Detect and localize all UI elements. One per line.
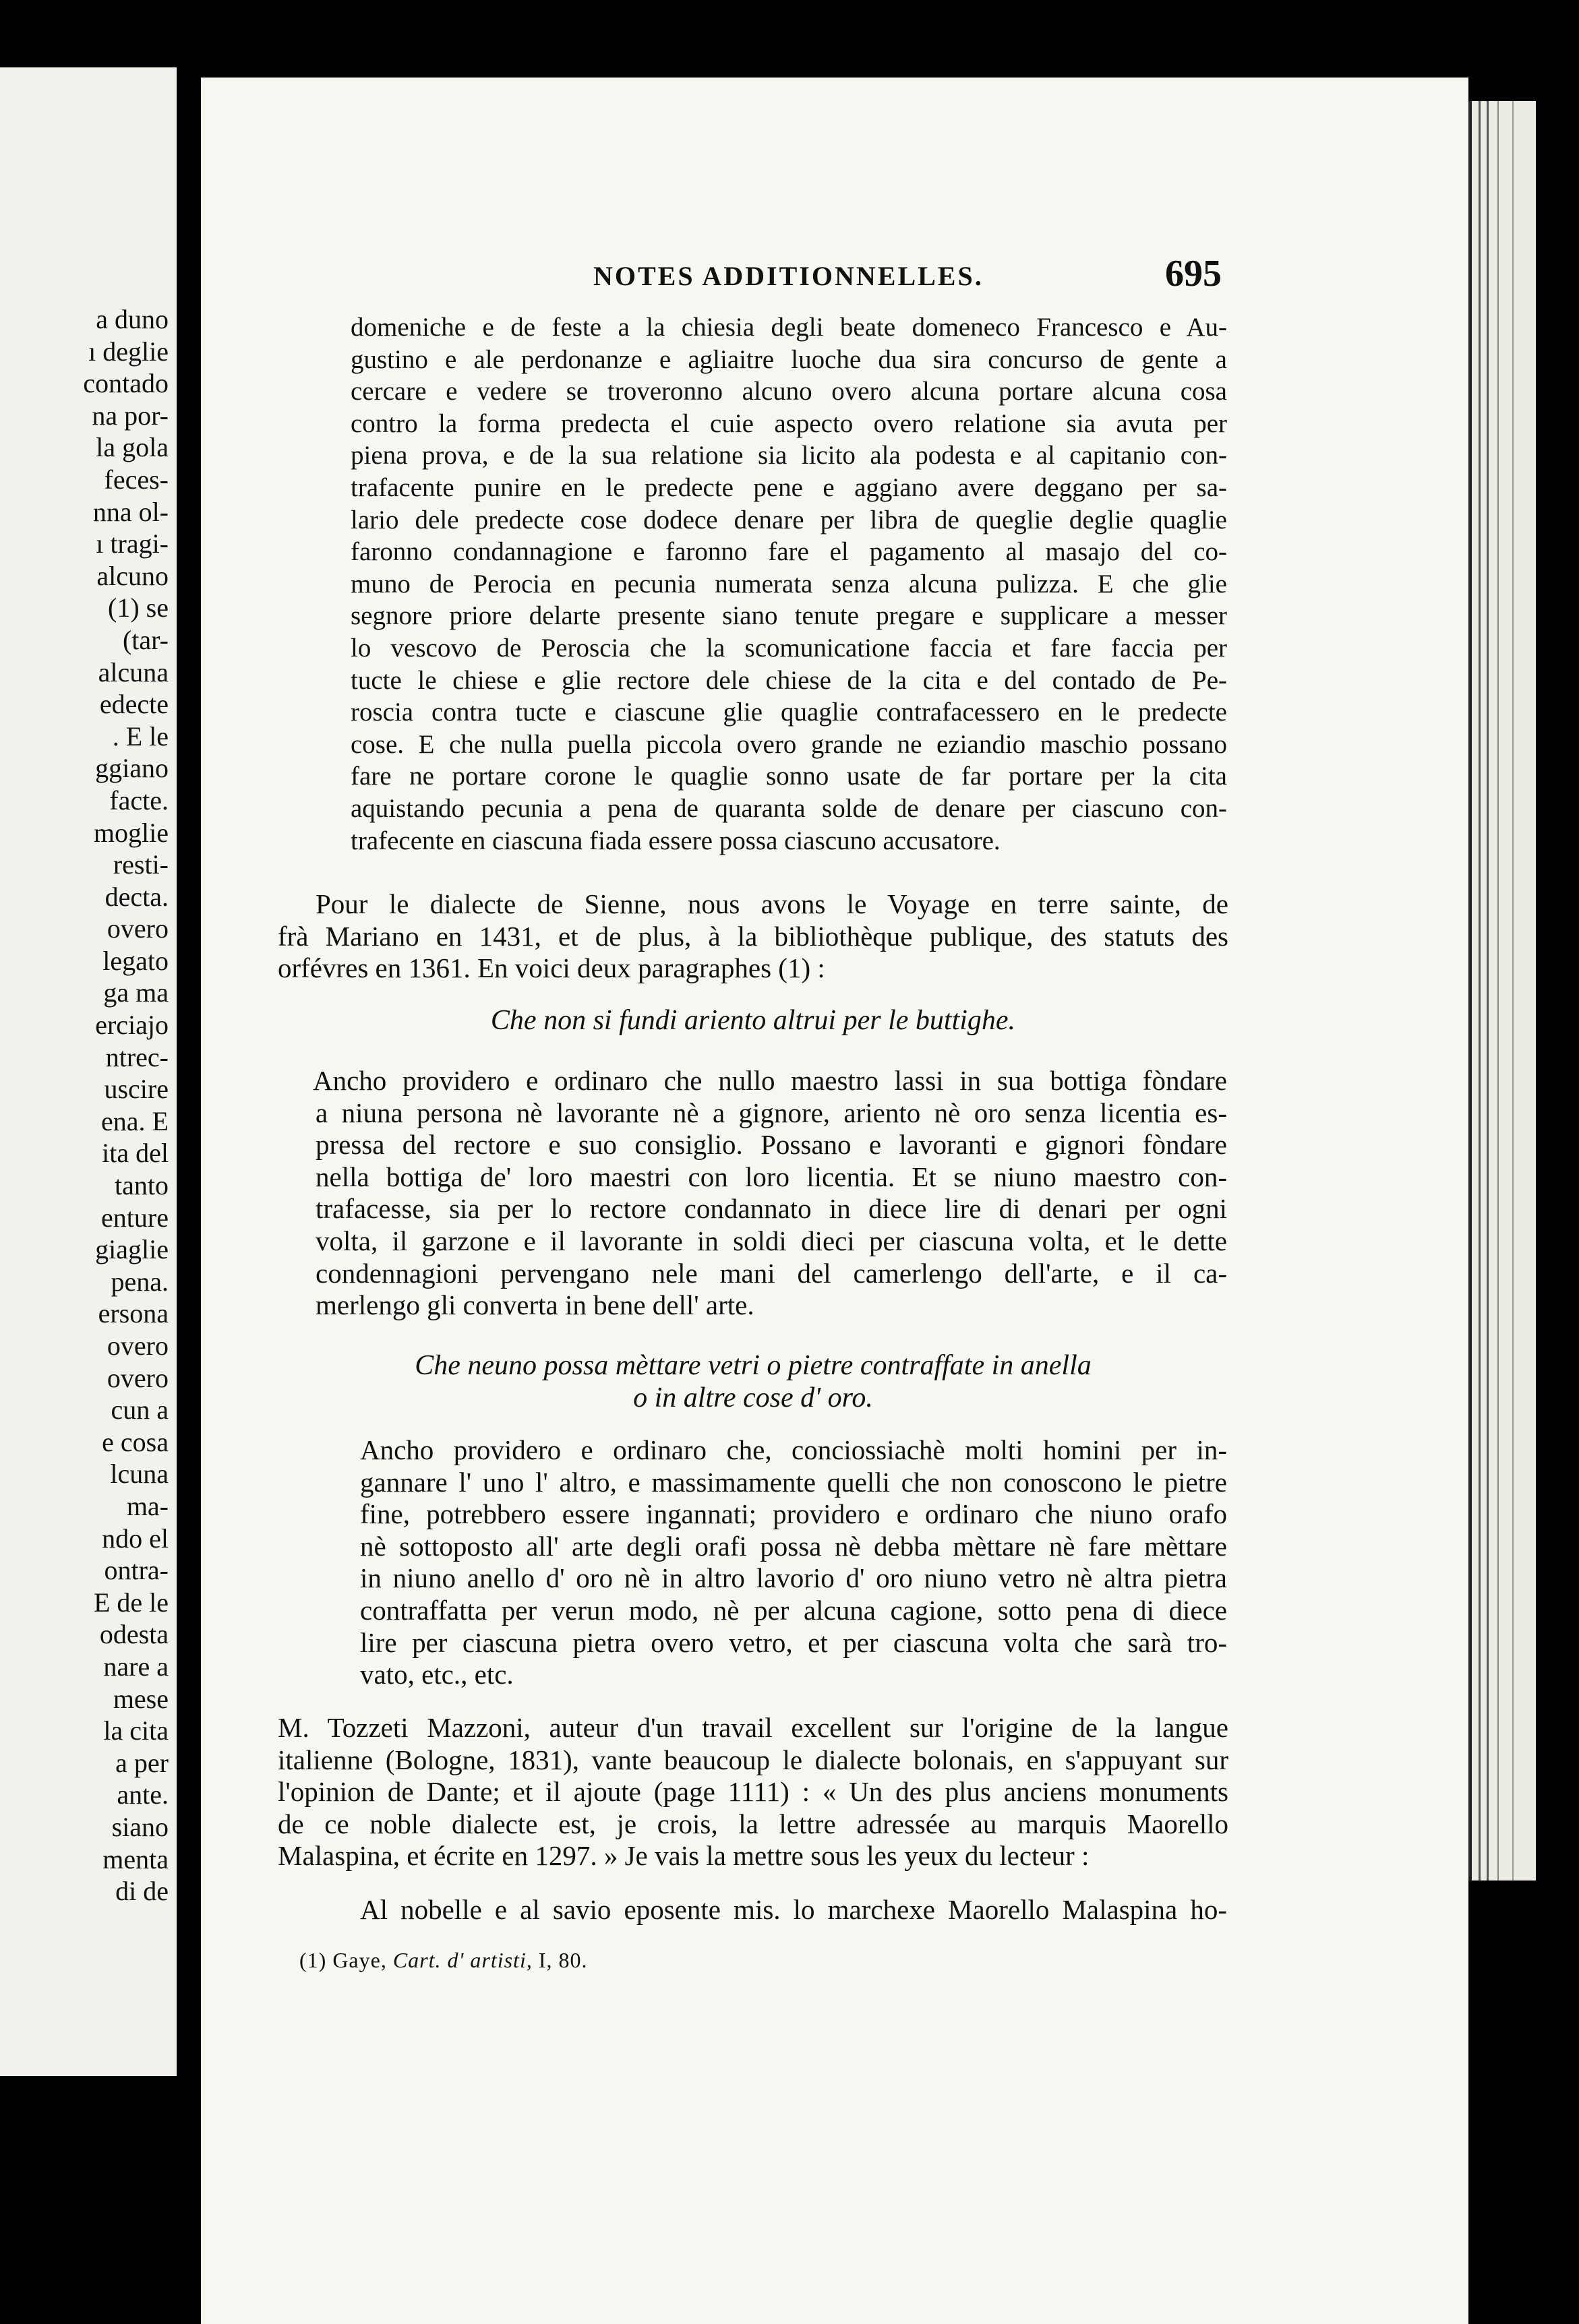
quote1-line: domeniche e de feste a la chiesia degli beate domeneco Francesco e Au-	[351, 313, 1227, 342]
quote1-line: muno de Perocia en pecunia numerata senza alcuna pulizza. E che glie	[351, 569, 1227, 599]
quote1-line: aquistando pecunia a pena de quaranta solde de denare per ciascuno con-	[351, 793, 1227, 823]
footnote-title: Cart. d' artisti,	[392, 1948, 533, 1972]
facing-page-line: ı deglie	[88, 336, 169, 367]
facing-page-line: la gola	[96, 432, 169, 463]
facing-page-line: lcuna	[110, 1459, 169, 1490]
quote1-line: roscia contra tucte e ciascune glie quaglie contrafacessero en le predecte	[351, 698, 1227, 727]
para2-line: M. Tozzeti Mazzoni, auteur d'un travail excellent sur l'origine de la langue	[278, 1712, 1228, 1743]
facing-page-line: overo	[107, 913, 169, 944]
quote1-line: trafacente punire en le predecte pene e aggiano avere deggano per sa-	[351, 472, 1227, 502]
footnote	[299, 1948, 587, 1973]
quote2-line: trafacesse, sia per lo rectore condannato in diece lire di denari per ogni	[316, 1193, 1227, 1225]
page-edge	[1468, 101, 1536, 1880]
facing-page-line: cun a	[111, 1395, 169, 1426]
facing-page-line: di de	[115, 1876, 169, 1907]
facing-page-line: feces-	[104, 464, 169, 495]
facing-page-line: ersona	[98, 1298, 169, 1329]
footnote-ref: I, 80.	[538, 1948, 588, 1972]
quote3-line: contraffatta per verun modo, nè per alcuna cagione, sotto pena di diece	[360, 1594, 1227, 1626]
book-gutter	[177, 61, 201, 2324]
quote1-line: cose. E che nulla puella piccola overo grande ne eziandio maschio possano	[351, 729, 1227, 759]
quote1-line: tucte le chiese e glie rectore dele chiese de la cita e del contado de Pe-	[351, 665, 1227, 695]
facing-page-line: mese	[113, 1683, 169, 1714]
facing-page-line: ontra-	[104, 1555, 169, 1586]
facing-page-line: menta	[102, 1843, 169, 1874]
quote1-line: trafecente en ciascuna fiada essere possa ciascuno accusatore.	[351, 826, 1001, 855]
section-heading-2-line: o in altre cose d' oro.	[633, 1382, 873, 1413]
quote1-line: piena prova, e de la sua relatione sia licito ala podesta e al capitanio con-	[351, 441, 1227, 470]
facing-page-line: ı tragi-	[96, 528, 169, 559]
para1-line: orfévres en 1361. En voici deux paragraphes (1) :	[278, 952, 825, 984]
para2-line: de ce noble dialecte est, je crois, la lettre adressée au marquis Maorello	[278, 1808, 1228, 1839]
quote-block-fondare	[313, 1065, 1227, 1322]
facing-page-line: ante.	[117, 1779, 169, 1810]
footnote-marker: (1) Gaye,	[299, 1948, 387, 1972]
paragraph-bolonais	[278, 1712, 1228, 1872]
facing-page-line: overo	[107, 1331, 169, 1361]
quote3-line: gannare l' uno l' altro, e massimamente quelli che non conoscono le pietre	[360, 1466, 1227, 1498]
facing-page-line: legato	[102, 945, 169, 976]
facing-page-line: E de le	[93, 1587, 169, 1618]
section-heading-2-line: Che neuno possa mèttare vetri o pietre contraffate in anella	[415, 1350, 1092, 1381]
facing-page-line: ma-	[126, 1490, 169, 1521]
facing-page-line: pena.	[111, 1266, 169, 1297]
quote1-line: lo vescovo de Peroscia che la scomunicatione faccia et fare faccia per	[351, 633, 1227, 663]
facing-page-text	[0, 303, 169, 1907]
facing-page-line: e cosa	[102, 1426, 169, 1457]
facing-page-line: (1) se	[108, 592, 169, 623]
page-number: 695	[1165, 253, 1222, 295]
facing-page-line: a duno	[96, 304, 169, 334]
facing-page-line: ntrec-	[105, 1041, 169, 1072]
quote1-line: gustino e ale perdonanze e agliaitre luoche dua sira concurso de gente a	[351, 344, 1227, 374]
quote1-line: lario dele predecte cose dodece denare per libra de queglie deglie quaglie	[351, 505, 1227, 534]
facing-page-line: nna ol-	[92, 496, 169, 527]
quote3-line: lire per ciascuna pietra overo vetro, et per ciascuna volta che sarà tro-	[360, 1626, 1227, 1658]
quote1-line: contro la forma predecta el cuie aspecto overo relatione sia avuta per	[351, 408, 1227, 438]
quote2-line: volta, il garzone e il lavorante in soldi dieci per ciascuna volta, et le dette	[316, 1225, 1227, 1256]
facing-page-line: moglie	[93, 817, 169, 848]
quote2-line: merlengo gli converta in bene dell' arte.	[316, 1289, 754, 1321]
running-head: NOTES ADDITIONNELLES.	[593, 261, 984, 291]
para2-line: italienne (Bologne, 1831), vante beaucoup le dialecte bolonais, en s'appuyant sur	[278, 1744, 1228, 1775]
quote3-line: Ancho providero e ordinaro che, conciossiachè molti homini per in-	[360, 1434, 1227, 1465]
facing-page-line: enture	[101, 1202, 169, 1233]
facing-page-line: tanto	[115, 1170, 169, 1201]
facing-page-line: ggiano	[95, 753, 169, 784]
quote2-line: nella bottiga de' loro maestri con loro licentia. Et se niuno maestro con-	[316, 1161, 1227, 1192]
facing-page-line: overo	[107, 1362, 169, 1393]
para2-line: l'opinion de Dante; et il ajoute (page 1111) : « Un des plus anciens monuments	[278, 1776, 1228, 1808]
para2-line: Malaspina, et écrite en 1297. » Je vais la mettre sous les yeux du lecteur :	[278, 1840, 1090, 1872]
para1-line: Pour le dialecte de Sienne, nous avons le Voyage en terre sainte, de	[316, 888, 1228, 919]
facing-page-line: a per	[115, 1747, 169, 1778]
facing-page-fragment	[0, 67, 177, 2076]
quote3-line: nè sottoposto all' arte degli orafi possa nè debba mèttare nè fare mèttare	[360, 1530, 1227, 1562]
quote2-line: pressa del rectore e suo consiglio. Possano e lavoranti e gignori fòndare	[316, 1129, 1227, 1161]
quote3-line: fine, potrebbero essere ingannati; providero e ordinaro che niuno orafo	[360, 1498, 1227, 1530]
facing-page-line: giaglie	[95, 1234, 169, 1265]
facing-page-line: ita del	[102, 1138, 169, 1169]
facing-page-line: na por-	[92, 400, 169, 431]
facing-page-line: ena. E	[101, 1105, 169, 1136]
facing-page-line: ga ma	[103, 977, 169, 1008]
facing-page-line: erciajo	[95, 1010, 169, 1041]
facing-page-line: contado	[83, 368, 169, 399]
facing-page-line: ndo el	[102, 1523, 169, 1554]
facing-page-line: uscire	[104, 1074, 169, 1105]
quote-block-perugia	[351, 311, 1227, 857]
quote1-line: fare ne portare corone le quaglie sonno usate de far portare per la cita	[351, 762, 1227, 791]
facing-page-line: alcuna	[98, 656, 169, 687]
facing-page-line: facte.	[109, 785, 169, 816]
quote-block-malaspina	[360, 1894, 1227, 1926]
facing-page-line: edecte	[99, 689, 169, 720]
quote1-line: cercare e vedere se troveronno alcuno overo alcuna portare alcuna cosa	[351, 377, 1227, 406]
section-heading-1: Che non si fundi ariento altrui per le buttighe.	[490, 1005, 1016, 1036]
quote3-line: in niuno anello d' oro nè in altro lavorio d' oro niuno vetro nè altra pietra	[360, 1562, 1227, 1594]
quote4-line: Al nobelle e al savio eposente mis. lo marchexe Maorello Malaspina ho-	[360, 1894, 1227, 1925]
facing-page-line: odesta	[99, 1619, 169, 1650]
quote3-line: vato, etc., etc.	[360, 1659, 514, 1690]
quote2-line: a niuna persona nè lavorante nè a gignore, ariento nè oro senza licentia es-	[316, 1097, 1227, 1128]
quote1-line: segnore priore delarte presente siano tenute pregare e supplicare a messer	[351, 601, 1227, 631]
facing-page-line: siano	[111, 1811, 169, 1842]
paragraph-sienne	[278, 888, 1228, 985]
quote1-line: faronno condannagione e faronno fare el pagamento al masajo del co-	[351, 537, 1227, 567]
quote-block-vetri	[360, 1434, 1227, 1691]
facing-page-line: nare a	[103, 1651, 169, 1682]
facing-page-line: decta.	[105, 881, 169, 912]
quote2-line: condennagioni pervengano nele mani del camerlengo dell'arte, e il ca-	[316, 1257, 1227, 1289]
para1-line: frà Mariano en 1431, et de plus, à la bibliothèque publique, des statuts des	[278, 920, 1228, 952]
section-heading-2	[278, 1349, 1228, 1414]
facing-page-line: alcuno	[96, 560, 169, 591]
facing-page-line: resti-	[113, 849, 169, 880]
facing-page-line: la cita	[103, 1715, 169, 1746]
facing-page-line: (tar-	[122, 624, 169, 655]
quote2-line: Ancho providero e ordinaro che nullo maestro lassi in sua bottiga fòndare	[313, 1065, 1227, 1096]
facing-page-line: . E le	[112, 721, 169, 752]
